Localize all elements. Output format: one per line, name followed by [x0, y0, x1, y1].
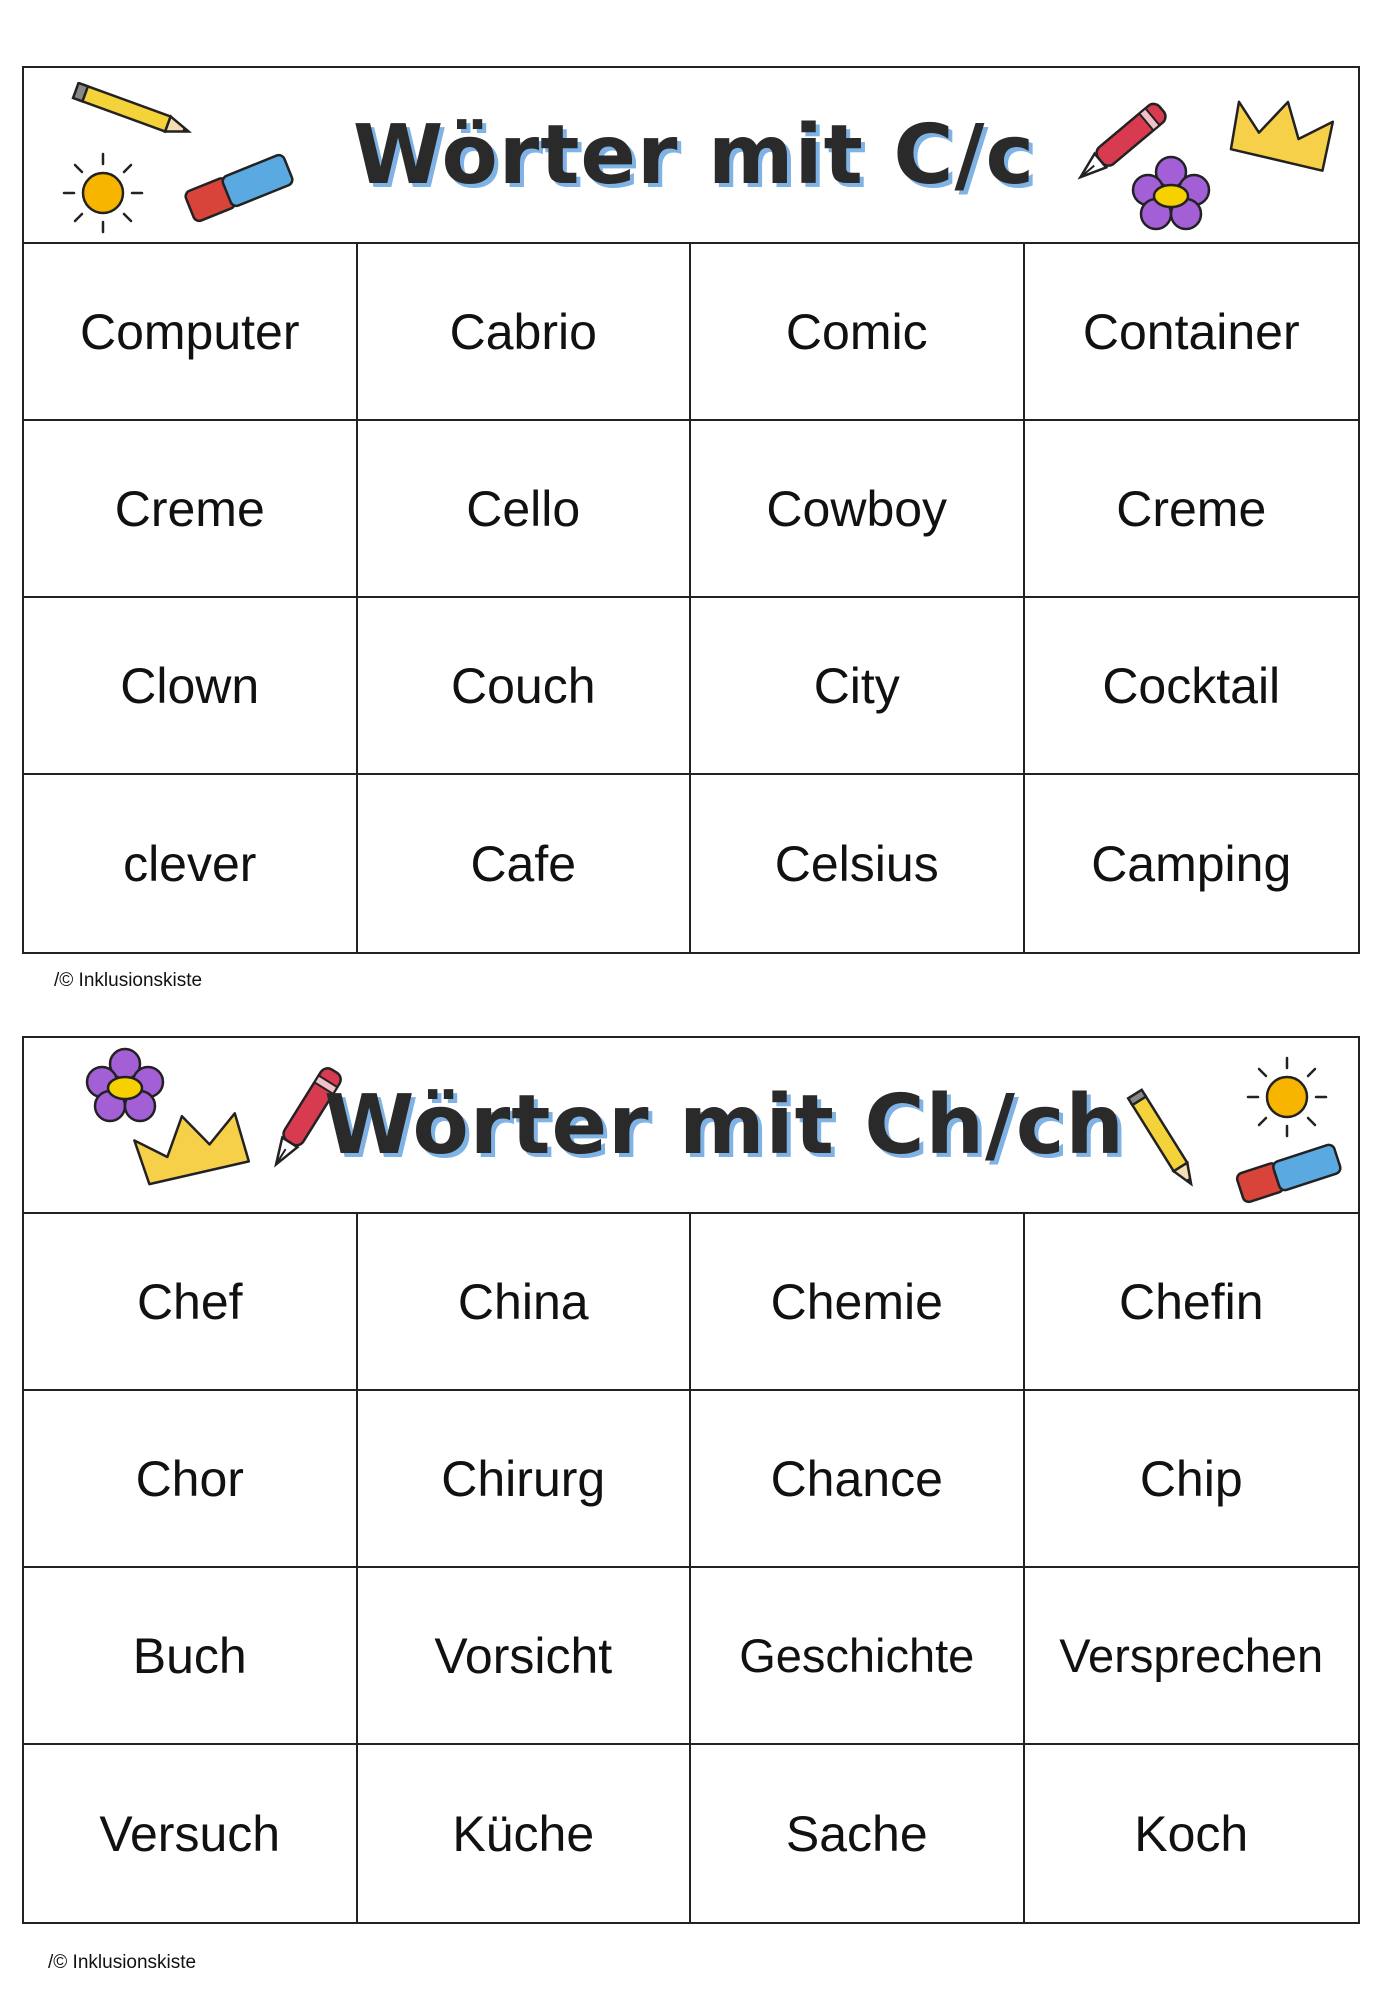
crown-icon	[1224, 90, 1344, 190]
word-cell: Creme	[24, 421, 358, 598]
worksheet-c	[22, 66, 1360, 954]
word-cell: Camping	[1091, 835, 1292, 892]
word-cell: Cowboy	[691, 421, 1025, 598]
worksheet-header	[24, 1038, 1358, 1214]
word-cell: Chefin	[1025, 1214, 1359, 1391]
word-cell: Koch	[1134, 1805, 1249, 1862]
eraser-icon	[174, 148, 304, 228]
word-cell: Chirurg	[358, 1391, 692, 1568]
word-cell: Sache	[691, 1745, 1025, 1922]
word-cell: City	[691, 598, 1025, 775]
pencil-icon	[1118, 1074, 1208, 1204]
word-cell: Cocktail	[1025, 598, 1359, 775]
word-cell: Clown	[24, 598, 358, 775]
word-cell: Chip	[1025, 1391, 1359, 1568]
crown-icon	[130, 1098, 260, 1198]
worksheet-header	[24, 68, 1358, 244]
word-cell: Computer	[24, 244, 358, 421]
worksheet-title: Wörter mit Ch/ch	[324, 1078, 1125, 1173]
word-cell: Chef	[24, 1214, 358, 1391]
word-cell: Couch	[358, 598, 692, 775]
word-cell: Geschichte	[691, 1568, 1025, 1745]
flower-icon	[1128, 154, 1214, 234]
word-cell: Versprechen	[1025, 1568, 1359, 1745]
word-cell: Vorsicht	[358, 1568, 692, 1745]
sun-icon	[58, 148, 148, 238]
word-grid	[24, 244, 1358, 952]
word-cell: Küche	[358, 1745, 692, 1922]
word-cell: Chemie	[691, 1214, 1025, 1391]
copyright-footer: /© Inklusionskiste	[54, 970, 203, 991]
word-cell: China	[358, 1214, 692, 1391]
word-cell: Comic	[691, 244, 1025, 421]
word-cell: Buch	[24, 1568, 358, 1745]
word-grid	[24, 1214, 1358, 1922]
word-cell: Container	[1025, 244, 1359, 421]
word-cell: Chor	[24, 1391, 358, 1568]
worksheet-ch	[22, 1036, 1360, 1924]
word-cell: Cabrio	[358, 244, 692, 421]
eraser-icon	[1230, 1134, 1350, 1214]
word-cell: Cello	[358, 421, 692, 598]
sun-icon	[1242, 1052, 1332, 1142]
pencil-icon	[70, 82, 200, 142]
word-cell: Creme	[1025, 421, 1359, 598]
word-cell: Cafe	[358, 775, 692, 952]
word-cell: Versuch	[24, 1745, 358, 1922]
word-cell: clever	[24, 775, 358, 952]
worksheet-title: Wörter mit C/c	[352, 108, 1036, 203]
copyright-footer: /© Inklusionskiste	[48, 1952, 197, 1973]
word-cell: Chance	[691, 1391, 1025, 1568]
word-cell: Celsius	[691, 775, 1025, 952]
